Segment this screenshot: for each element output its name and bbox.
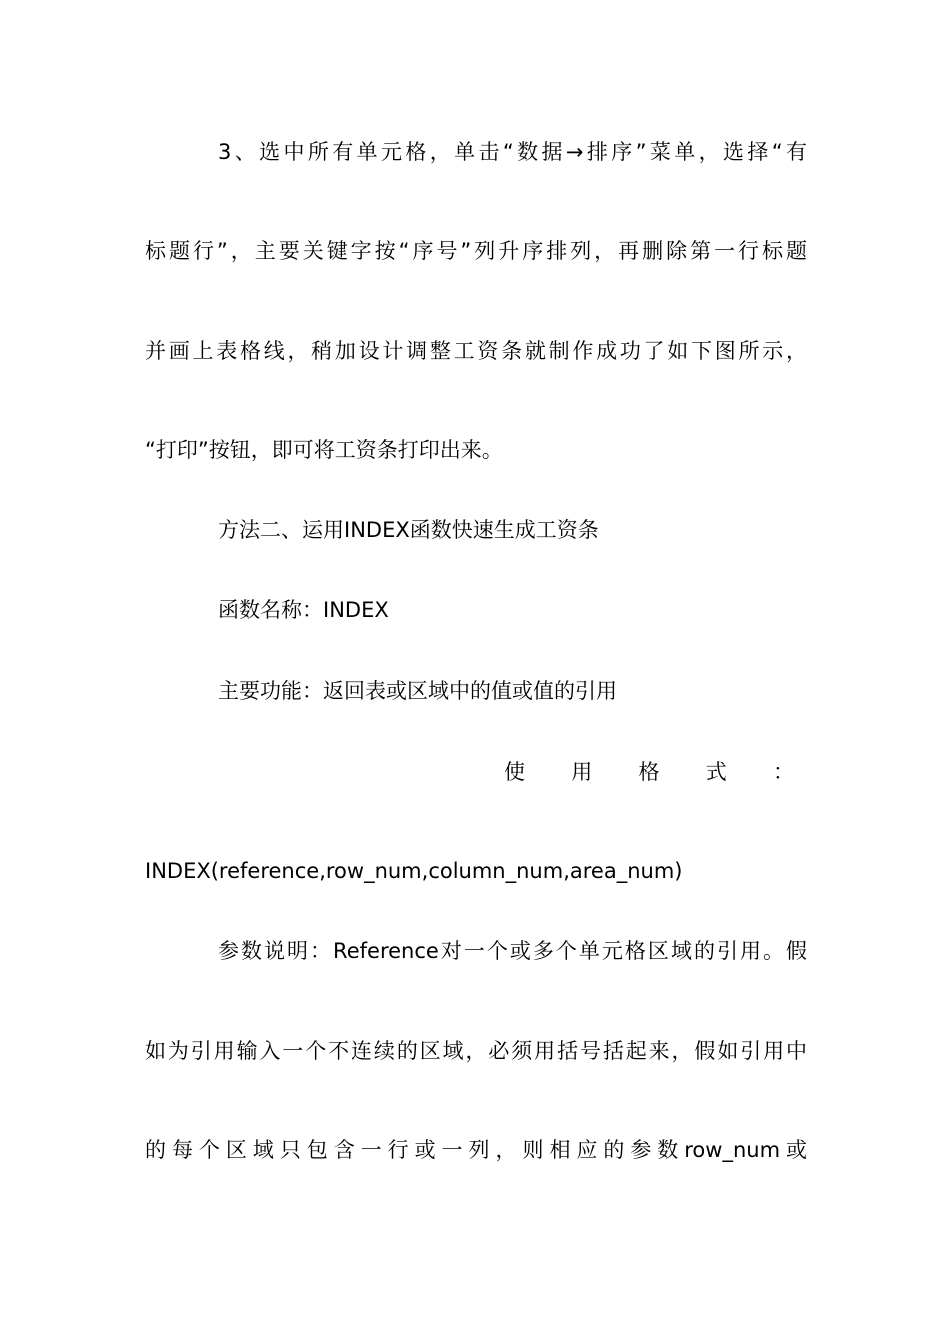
usage-char-1: 使: [504, 760, 525, 784]
usage-char-2: 用: [571, 760, 593, 784]
usage-char-4: 式: [705, 760, 727, 784]
usage-format-label: [504, 757, 794, 787]
paragraph-line-3: 并画上表格线，稍加设计调整工资条就制作成功了如下图所示，: [145, 339, 807, 363]
usage-char-3: 格: [638, 760, 660, 784]
function-name-line: 函数名称：INDEX: [218, 598, 389, 622]
method-two-heading: 方法二、运用INDEX函数快速生成工资条: [218, 518, 599, 542]
paragraph-line-1: 3、选中所有单元格，单击“数据→排序”菜单，选择“有: [218, 140, 807, 164]
index-syntax-line: INDEX(reference,row_num,column_num,area_num): [145, 859, 683, 883]
parameter-line-1: 参数说明：Reference对一个或多个单元格区域的引用。假: [218, 939, 807, 963]
usage-char-5: ：: [773, 760, 794, 784]
parameter-line-2: 如为引用输入一个不连续的区域，必须用括号括起来，假如引用中: [145, 1039, 807, 1063]
paragraph-line-2: 标题行”，主要关键字按“序号”列升序排列，再删除第一行标题: [145, 239, 807, 263]
paragraph-line-4: “打印”按钮，即可将工资条打印出来。: [145, 438, 503, 462]
parameter-line-3: 的每个区域只包含一行或一列，则相应的参数row_num或: [145, 1138, 807, 1162]
main-function-line: 主要功能：返回表或区域中的值或值的引用: [218, 679, 617, 703]
